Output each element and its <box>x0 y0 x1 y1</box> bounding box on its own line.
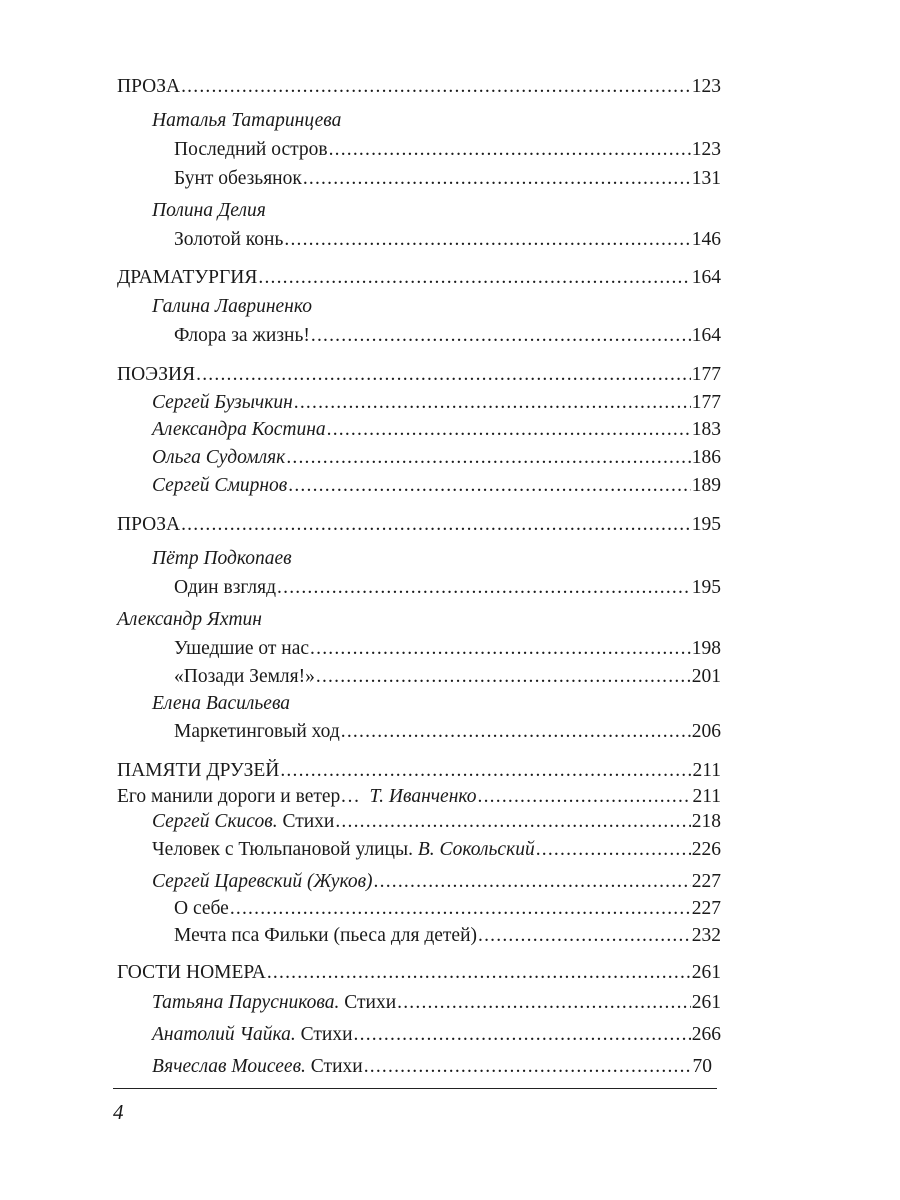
toc-entry <box>174 323 721 349</box>
page-number: 189 <box>691 475 721 496</box>
leader-dots <box>341 719 691 745</box>
work-title: Вячеслав Моисеев. Стихи <box>152 1056 363 1077</box>
page-number: 218 <box>691 811 721 832</box>
leader-dots <box>478 784 692 810</box>
work-title: Сергей Скисов. Стихи <box>152 811 335 832</box>
toc-entry <box>152 445 721 471</box>
author-name: Александр Яхтин <box>117 609 262 630</box>
page-number: 146 <box>691 229 721 250</box>
toc-entry <box>174 137 721 163</box>
page-number: 131 <box>691 168 721 189</box>
work-title: О себе <box>174 898 229 919</box>
leader-dots <box>311 323 691 349</box>
footer-divider <box>113 1088 717 1089</box>
toc-section-in-memory <box>117 758 721 784</box>
author-name: Елена Васильева <box>152 693 291 714</box>
toc-entry <box>174 636 721 662</box>
leader-dots <box>397 990 691 1016</box>
page-number: 211 <box>692 786 721 807</box>
work-title: Бунт обезьянок <box>174 168 302 189</box>
leader-dots <box>327 417 691 443</box>
leader-dots <box>181 74 691 100</box>
page-folio: 4 <box>113 1100 124 1124</box>
author-name: Полина Делия <box>152 200 266 221</box>
page-number: 70 <box>692 1056 712 1077</box>
work-title: Анатолий Чайка. Стихи <box>152 1024 353 1045</box>
author-name: Сергей Бузычкин <box>152 392 293 413</box>
page-number: 177 <box>691 364 721 385</box>
author-name: Пётр Подкопаев <box>152 548 292 569</box>
page-number: 206 <box>691 721 721 742</box>
leader-dots <box>230 896 691 922</box>
work-title: Один взгляд <box>174 577 277 598</box>
toc-entry <box>174 896 721 922</box>
page-number: 226 <box>691 839 721 860</box>
leader-dots <box>303 166 691 192</box>
leader-dots <box>181 512 691 538</box>
leader-dots <box>310 636 691 662</box>
page-number: 195 <box>691 514 721 535</box>
section-title: ГОСТИ НОМЕРА <box>117 962 266 983</box>
toc-entry <box>152 809 721 835</box>
work-title: «Позади Земля!» <box>174 666 315 687</box>
author-name: Сергей Царевский (Жуков) <box>152 871 373 892</box>
toc-entry <box>174 227 721 253</box>
leader-dots <box>478 923 691 949</box>
leader-dots <box>284 227 690 253</box>
author-name: Галина Лавриненко <box>152 296 312 317</box>
toc-section-guests <box>117 960 721 986</box>
section-title: ПРОЗА <box>117 514 181 535</box>
author-name: Наталья Татаринцева <box>152 110 342 131</box>
page-number: 195 <box>691 577 721 598</box>
work-title: Его манили дороги и ветер… Т. Иванченко <box>117 786 477 807</box>
page-number: 201 <box>691 666 721 687</box>
author-name: Ольга Судомляк <box>152 447 286 468</box>
leader-dots <box>329 137 691 163</box>
work-title: Татьяна Парусникова. Стихи <box>152 992 397 1013</box>
section-title: ПОЭЗИЯ <box>117 364 196 385</box>
page-number: 232 <box>691 925 721 946</box>
leader-dots <box>286 445 690 471</box>
leader-dots <box>280 758 691 784</box>
page-number: 123 <box>691 76 721 97</box>
work-title: Мечта пса Фильки (пьеса для детей) <box>174 925 478 946</box>
leader-dots <box>267 960 691 986</box>
toc-entry <box>152 417 721 443</box>
leader-dots <box>316 664 691 690</box>
leader-dots <box>277 575 691 601</box>
work-title: Флора за жизнь! <box>174 325 310 346</box>
author-name: Сергей Смирнов <box>152 475 288 496</box>
page-number: 211 <box>692 760 721 781</box>
page-number: 266 <box>691 1024 721 1045</box>
work-title: Ушедшие от нас <box>174 638 310 659</box>
leader-dots <box>354 1022 691 1048</box>
toc-entry <box>152 869 721 895</box>
toc-entry <box>174 166 721 192</box>
toc-entry <box>174 719 721 745</box>
work-title: Человек с Тюльпановой улицы. В. Сокольский <box>152 839 535 860</box>
page-number: 177 <box>691 392 721 413</box>
toc-section-poetry <box>117 362 721 388</box>
work-title: Золотой конь <box>174 229 284 250</box>
page-number: 164 <box>691 267 721 288</box>
page-number: 164 <box>691 325 721 346</box>
toc-entry <box>117 784 721 810</box>
page-number: 261 <box>691 962 721 983</box>
leader-dots <box>335 809 690 835</box>
section-title: ДРАМАТУРГИЯ <box>117 267 258 288</box>
toc-entry <box>174 664 721 690</box>
leader-dots <box>374 869 691 895</box>
toc-entry <box>174 923 721 949</box>
leader-dots <box>536 837 691 863</box>
toc-entry <box>152 837 721 863</box>
leader-dots <box>288 473 690 499</box>
author-name: Александра Костина <box>152 419 326 440</box>
work-title: Последний остров <box>174 139 328 160</box>
page-number: 123 <box>691 139 721 160</box>
toc-section-proza-2 <box>117 512 721 538</box>
page-number: 261 <box>691 992 721 1013</box>
toc-entry <box>152 990 721 1016</box>
toc-entry <box>152 473 721 499</box>
leader-dots <box>294 390 691 416</box>
toc-section-proza-1 <box>117 74 721 100</box>
page-number: 198 <box>691 638 721 659</box>
leader-dots <box>258 265 690 291</box>
section-title: ПРОЗА <box>117 76 181 97</box>
page-number: 183 <box>691 419 721 440</box>
leader-dots <box>196 362 691 388</box>
page-number: 227 <box>691 871 721 892</box>
section-title: ПАМЯТИ ДРУЗЕЙ <box>117 760 280 781</box>
page-number: 186 <box>691 447 721 468</box>
toc-section-dramaturgy <box>117 265 721 291</box>
page-number: 227 <box>691 898 721 919</box>
toc-entry <box>152 390 721 416</box>
work-title: Маркетинговый ход <box>174 721 340 742</box>
toc-entry <box>174 575 721 601</box>
toc-entry <box>152 1054 712 1080</box>
leader-dots <box>364 1054 692 1080</box>
toc-entry <box>152 1022 721 1048</box>
